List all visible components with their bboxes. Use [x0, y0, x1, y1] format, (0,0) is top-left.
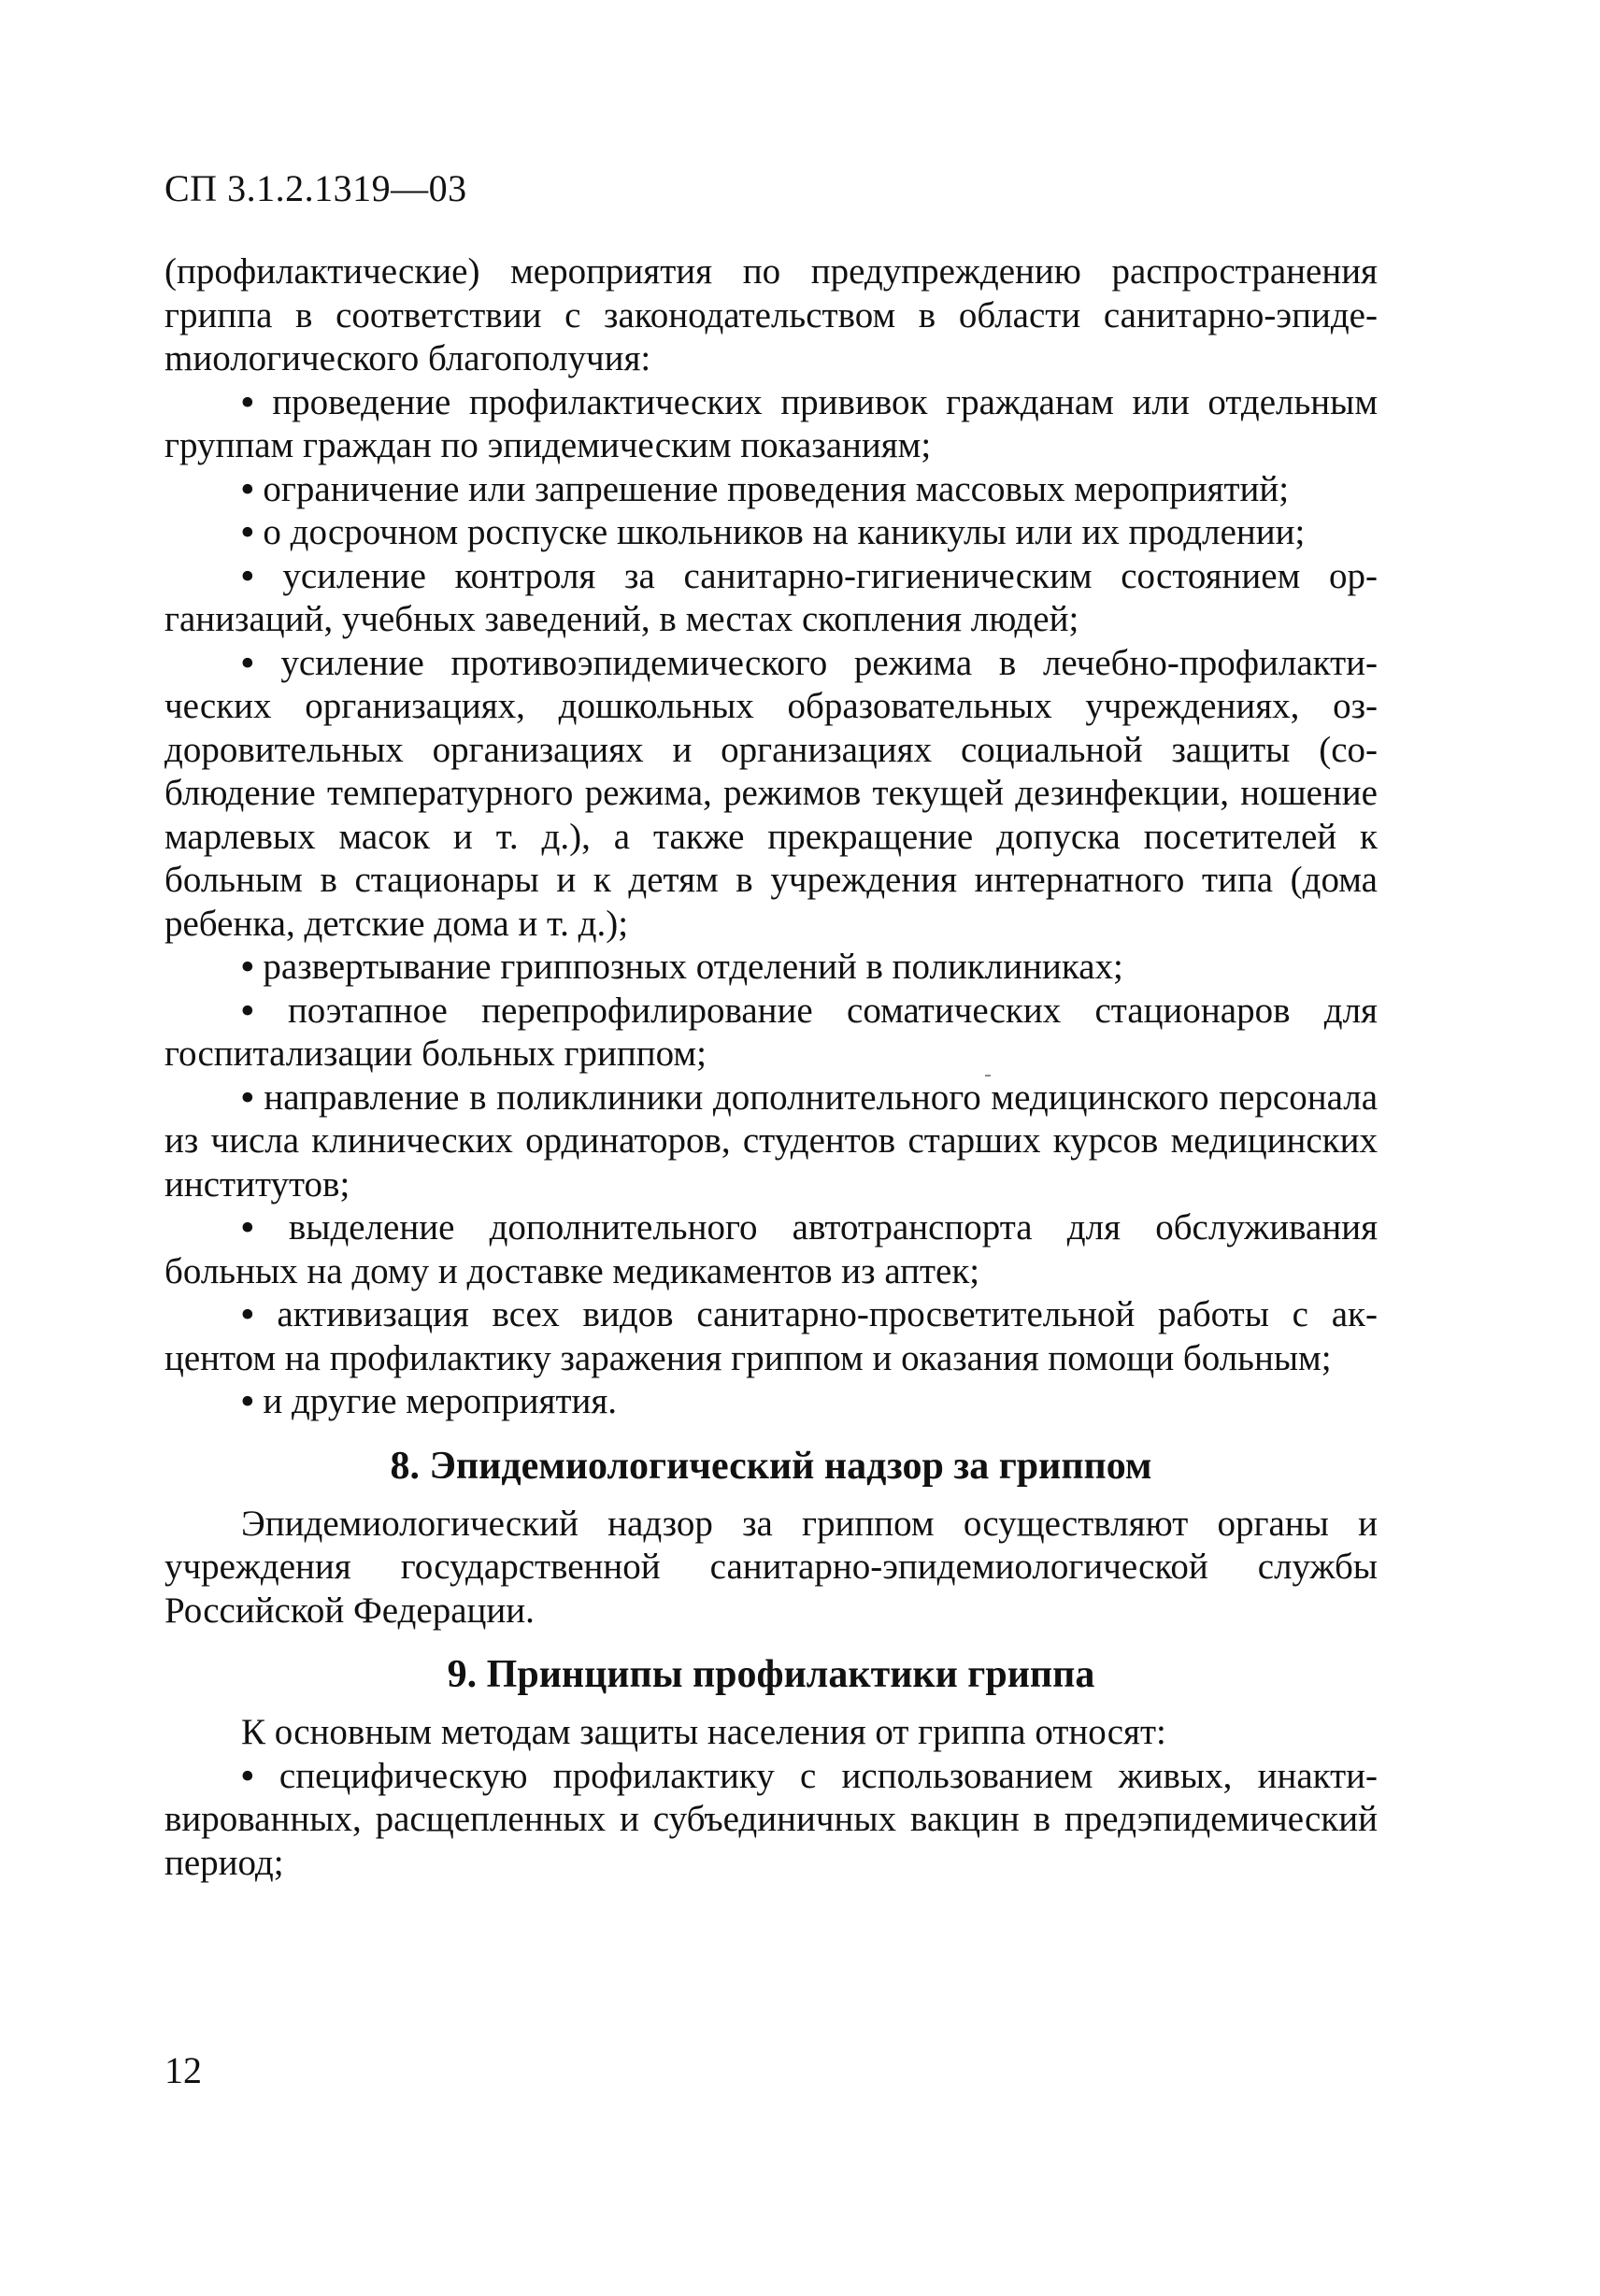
measure-item: • развертывание гриппозных отделений в поликлиниках;	[164, 946, 1378, 990]
measure-item: • и другие мероприятия.	[164, 1380, 1378, 1424]
document-code-header: СП 3.1.2.1319—03	[164, 167, 467, 209]
section-8-paragraph: Эпидемиологический надзор за гриппом осуществляют органы и учреждения государственной санитарно-эпидемиологической службы Российской Федерации.	[164, 1503, 1378, 1631]
scan-speck	[985, 1075, 991, 1077]
section-9-title: 9. Принципы профилактики гриппа	[447, 1653, 1095, 1696]
measure-item: • усиление противоэпидемического режима в лечебно-профилактических организациях, дошкольных образовательных учреждениях, оздоровительных организациях и организациях социальной защиты (соблюдение температурного режима, режимов текущей дезинфекции, ношение марлевых масок и т. д.), а также прекращение допуска посетителей к больным в стационары и к детям в учреждения интернатного типа (дома ребенка, детские дома и т. д.);	[164, 642, 1378, 947]
page-body	[164, 250, 1378, 1885]
measure-item: • проведение профилактических прививок гражданам или отдельным группам граждан по эпидемическим показаниям;	[164, 381, 1378, 468]
measure-item: • о досрочном роспуске школьников на каникулы или их продлении;	[164, 511, 1378, 555]
measure-item: • поэтапное перепрофилирование соматических стационаров для госпитализации больных гриппом;	[164, 990, 1378, 1077]
measure-item: • направление в поликлиники дополнительного медицинского персонала из числа клинических ординаторов, студентов старших курсов медицинских институтов;	[164, 1077, 1378, 1207]
intro-paragraph: (профилактические) мероприятия по предупреждению распространения гриппа в соответствии с законодательством в области санитарно-эпидеmиологического благополучия:	[164, 251, 1378, 378]
measure-item: • ограничение или запрешение проведения массовых мероприятий;	[164, 468, 1378, 512]
measure-item: • усиление контроля за санитарно-гигиеническим состоянием организаций, учебных заведений, в местах скопления людей;	[164, 555, 1378, 642]
prevention-method-item: • специфическую профилактику с использованием живых, инактивированных, расщепленных и субъединичных вакцин в предэпидемический период;	[164, 1755, 1378, 1886]
measure-item: • активизация всех видов санитарно-просветительной работы с акцентом на профилактику заражения гриппом и оказания помощи больным;	[164, 1293, 1378, 1380]
page-number: 12	[164, 2049, 202, 2091]
section-8-title: 8. Эпидемиологический надзор за гриппом	[390, 1444, 1152, 1488]
measure-item: • выделение дополнительного автотранспорта для обслуживания больных на дому и доставке медикаментов из аптек;	[164, 1206, 1378, 1293]
section-9-paragraph: К основным методам защиты населения от гриппа относят:	[241, 1712, 1166, 1752]
